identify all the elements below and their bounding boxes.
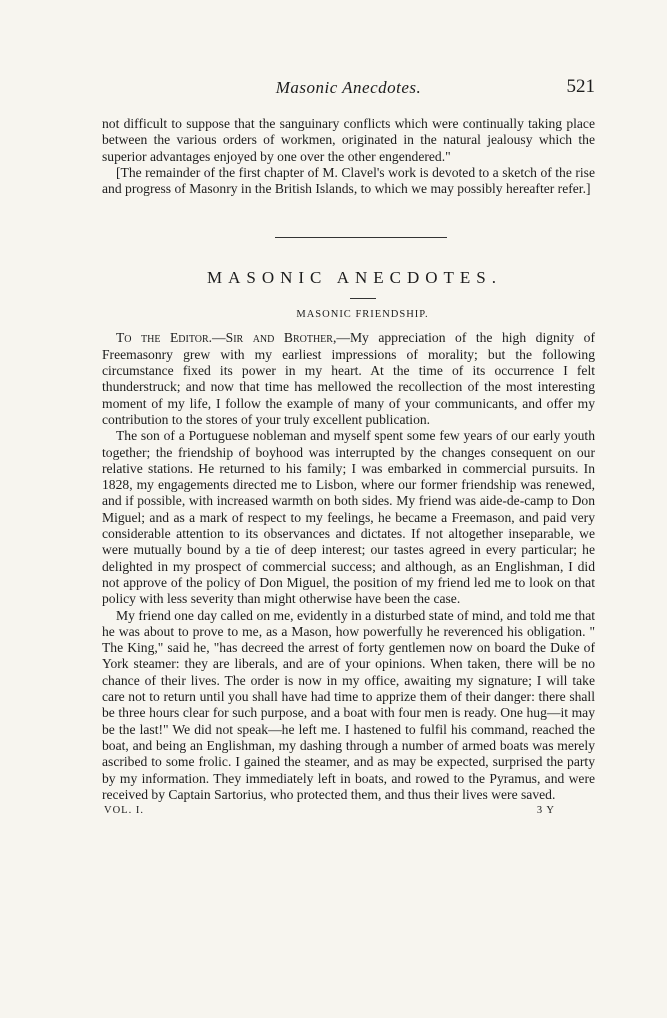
previous-article-ending	[102, 116, 595, 197]
section-divider	[275, 237, 447, 238]
page-number: 521	[566, 76, 595, 97]
paragraph: not difficult to suppose that the sanguinary conflicts which were continually taking place between the various orders of workmen, originated in the natural jealousy which the superior advantages enjoyed by one over the other engendered."	[102, 116, 595, 164]
running-head	[102, 78, 595, 104]
article-subheading: MASONIC FRIENDSHIP.	[296, 309, 429, 321]
letter-body	[102, 330, 595, 803]
title-rule	[350, 298, 376, 299]
paragraph-text: —My appreciation of the high dignity of Freemasonry grew with my earliest impressions of morality; but the following circumstance fixed its power in my heart. At the time of its occurrence I felt thunderstruck; and now that time has mellowed the recollection of the most interesting moment of my life, I follow the example of many of your communicants, and offer my contribution to the stores of your truly excellent publication.	[102, 330, 595, 427]
running-title: Masonic Anecdotes.	[275, 78, 422, 97]
paragraph	[102, 330, 595, 428]
editorial-note: [The remainder of the first chapter of M. Clavel's work is devoted to a sketch of the rise and progress of Masonry in the British Islands, to which we may possibly hereafter refer.]	[102, 164, 595, 197]
section-title: MASONIC ANECDOTES.	[206, 268, 503, 288]
paragraph: My friend one day called on me, evidently in a disturbed state of mind, and told me that he was about to prove to me, as a Mason, how powerfully he reverenced his obligation. " The King," said he, "has decreed the arrest of forty gentlemen now on board the Duke of York steamer: they are liberals, and are of your opinions. When taken, there will be no chance of their lives. The order is now in my office, awaiting my signature; I will take care not to return until you shall have had time to apprize them of their danger: there shall be three hours clear for such purpose, and a boat with four men is ready. One hug—it may be the last!" We did not speak—he left me. I hastened to fulfil his command, reached the boat, and being an Englishman, my dashing through a number of armed boats was merely ascribed to some frolic. I gained the steamer, and as may be expected, surprised the party by my information. They immediately left in boats, and rowed to the Pyramus, and were received by Captain Sartorius, who protected them, and thus their lives were saved.	[102, 607, 595, 802]
signature-mark: 3 Y	[536, 805, 555, 817]
page-footer	[102, 805, 595, 819]
salutation: To the Editor.—Sir and Brother,	[116, 330, 337, 346]
volume-number: VOL. I.	[104, 805, 144, 817]
paragraph: The son of a Portuguese nobleman and myself spent some few years of our early youth together; the friendship of boyhood was interrupted by the changes consequent on our relative stations. He returned to his family; I was embarked in commercial pursuits. In 1828, my engagements directed me to Lisbon, where our former friendship was renewed, and if possible, with increased warmth on both sides. My friend was aide-de-camp to Don Miguel; and as a mark of respect to my feelings, he became a Freemason, and paid very considerable attention to its observances and dictates. If not altogether inseparable, we were mutually bound by a tie of deep interest; our tastes agreed in every particular; he delighted in my prospect of commercial success; and although, as an Englishman, I did not approve of the policy of Don Miguel, the position of my friend led me to look on that policy with less severity than might otherwise have been the case.	[102, 428, 595, 607]
